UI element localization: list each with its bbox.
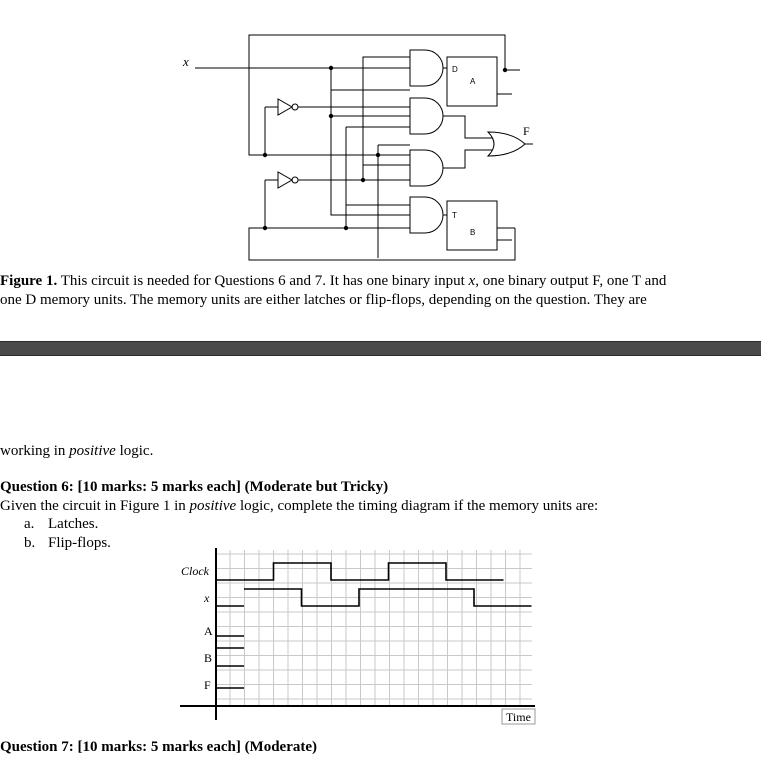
input-x-label: x xyxy=(183,54,189,69)
a-state-label: A xyxy=(470,77,476,86)
time-axis-label: Time xyxy=(506,710,531,724)
caption-text-a: This circuit is needed for Questions 6 and 7. It has one binary input xyxy=(57,273,469,289)
caption-text-b: , one binary output F, one T and xyxy=(475,273,667,289)
signal-label-x: x xyxy=(204,591,210,605)
option-b-text: Flip-flops. xyxy=(48,535,111,551)
option-a-marker: a. xyxy=(24,516,35,532)
q6-body-a: Given the circuit in Figure 1 in xyxy=(0,498,190,514)
figure-caption xyxy=(0,272,666,310)
caption-continuation xyxy=(0,442,153,461)
d-input-label: D xyxy=(452,65,458,74)
question-7-heading-partial: Question 7: [10 marks: 5 marks each] (Moderate) xyxy=(0,739,318,755)
caption-label: Figure 1. xyxy=(0,273,58,289)
continuation-text-a: working in xyxy=(0,443,70,459)
option-a-text: Latches. xyxy=(48,516,99,532)
option-b-marker: b. xyxy=(24,535,36,551)
continuation-text-b: logic. xyxy=(115,443,154,459)
caption-var-x: x xyxy=(468,273,476,289)
signal-label-b: B xyxy=(204,651,213,665)
question-6-body xyxy=(0,497,598,516)
signal-label-f: F xyxy=(204,678,211,692)
caption-line-1 xyxy=(0,272,666,291)
caption-line-2: one D memory units. The memory units are either latches or flip-flops, depending on the question. They are xyxy=(0,292,647,308)
continuation-emph: positive xyxy=(69,443,116,459)
q6-body-b: logic, complete the timing diagram if the memory units are: xyxy=(236,498,599,514)
question-6-heading: Question 6: [10 marks: 5 marks each] (Moderate but Tricky) xyxy=(0,479,389,495)
option-a xyxy=(24,515,98,534)
signal-label-a: A xyxy=(204,624,213,638)
q6-body-emph: positive xyxy=(189,498,237,514)
signal-label-clock: Clock xyxy=(181,564,209,578)
output-f-label: F xyxy=(523,124,530,138)
t-input-label: T xyxy=(452,211,457,220)
page-break-separator xyxy=(0,341,761,356)
circuit-diagram xyxy=(0,0,761,270)
b-state-label: B xyxy=(470,228,476,237)
